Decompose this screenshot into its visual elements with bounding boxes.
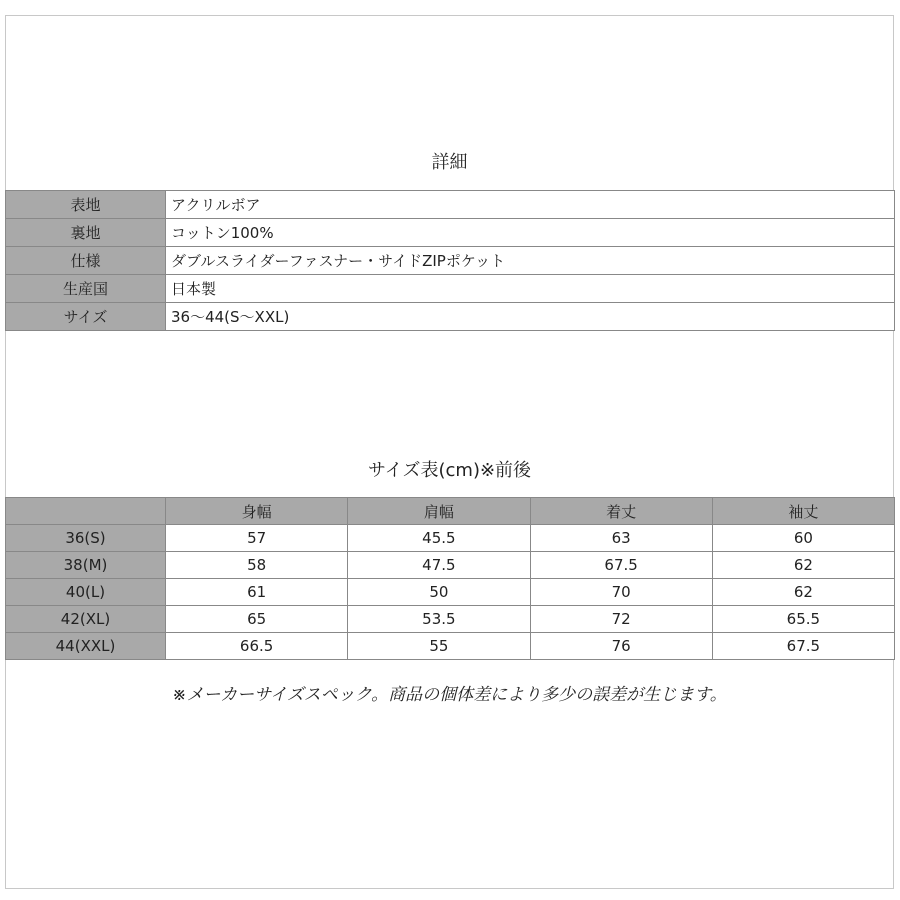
detail-label: 表地 (6, 191, 166, 219)
detail-table (5, 190, 895, 331)
size-cell: 65.5 (712, 606, 894, 633)
detail-label: 生産国 (6, 275, 166, 303)
table-row (6, 247, 895, 275)
size-cell: 63 (530, 525, 712, 552)
table-row (6, 606, 895, 633)
size-cell: 67.5 (712, 633, 894, 660)
size-cell: 70 (530, 579, 712, 606)
detail-label: 仕様 (6, 247, 166, 275)
detail-label: 裏地 (6, 219, 166, 247)
size-cell: 66.5 (166, 633, 348, 660)
table-row (6, 579, 895, 606)
size-cell: 58 (166, 552, 348, 579)
detail-value: コットン100% (166, 219, 895, 247)
header-corner (6, 498, 166, 525)
header-cell: 身幅 (166, 498, 348, 525)
table-row (6, 525, 895, 552)
detail-label: サイズ (6, 303, 166, 331)
table-row (6, 303, 895, 331)
detail-value: アクリルボア (166, 191, 895, 219)
size-table (5, 497, 895, 660)
size-cell: 50 (348, 579, 530, 606)
size-cell: 55 (348, 633, 530, 660)
size-cell: 62 (712, 579, 894, 606)
size-cell: 72 (530, 606, 712, 633)
table-row (6, 191, 895, 219)
size-table-title: サイズ表(cm)※前後 (367, 460, 532, 481)
size-cell: 76 (530, 633, 712, 660)
detail-value: ダブルスライダーファスナー・サイドZIPポケット (166, 247, 895, 275)
size-cell: 47.5 (348, 552, 530, 579)
size-cell: 61 (166, 579, 348, 606)
size-cell: 53.5 (348, 606, 530, 633)
size-cell: 45.5 (348, 525, 530, 552)
table-row (6, 552, 895, 579)
table-header-row (6, 498, 895, 525)
size-cell: 65 (166, 606, 348, 633)
size-label: 42(XL) (6, 606, 166, 633)
detail-value: 日本製 (166, 275, 895, 303)
header-cell: 袖丈 (712, 498, 894, 525)
table-row (6, 275, 895, 303)
page-frame (5, 15, 894, 889)
size-label: 40(L) (6, 579, 166, 606)
size-label: 38(M) (6, 552, 166, 579)
size-cell: 67.5 (530, 552, 712, 579)
header-cell: 着丈 (530, 498, 712, 525)
size-cell: 60 (712, 525, 894, 552)
size-cell: 57 (166, 525, 348, 552)
detail-value: 36〜44(S〜XXL) (166, 303, 895, 331)
header-cell: 肩幅 (348, 498, 530, 525)
size-label: 36(S) (6, 525, 166, 552)
table-row (6, 633, 895, 660)
table-row (6, 219, 895, 247)
size-note: ※メーカーサイズスペック。商品の個体差により多少の誤差が生じます。 (172, 685, 727, 705)
size-label: 44(XXL) (6, 633, 166, 660)
size-cell: 62 (712, 552, 894, 579)
detail-title: 詳細 (431, 152, 468, 173)
